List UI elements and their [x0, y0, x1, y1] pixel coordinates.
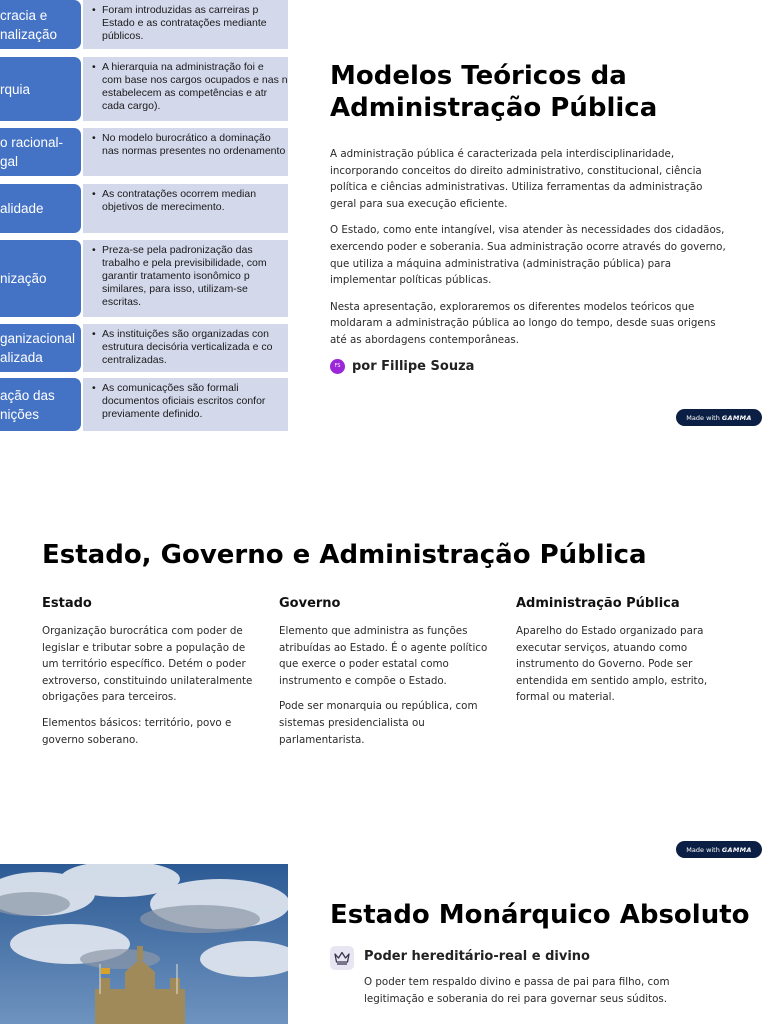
- palace-photo: [0, 864, 288, 1024]
- author-line: [330, 359, 730, 374]
- figure-row-text: • As instituições são organizadas con estrutura decisória verticalizada e co centralizadas.: [83, 324, 288, 372]
- slide1-content: [330, 60, 730, 374]
- feature-title: Poder hereditário-real e divino: [364, 949, 590, 964]
- figure-row-label: ganizacional alizada: [0, 324, 81, 372]
- figure-row-label: alidade: [0, 184, 81, 233]
- figure-row-label: ação das nições: [0, 378, 81, 431]
- figure-row-text: • No modelo burocrático a dominação nas normas presentes no ordenamento: [83, 128, 288, 176]
- column-paragraph: Pode ser monarquia ou república, com sistemas presidencialista ou parlamentarista.: [279, 700, 478, 746]
- slide-estado-monarquico: [0, 864, 768, 1024]
- palace-photo-illustration: [0, 864, 288, 1024]
- column-estado: [42, 596, 262, 757]
- figure-row-label: rquia: [0, 57, 81, 121]
- figure-row: [0, 0, 288, 49]
- figure-row-text: • As comunicações são formali documentos oficiais escritos confor previamente definido.: [83, 378, 288, 431]
- column-governo: [279, 596, 499, 757]
- badge-prefix: Made with: [686, 845, 720, 854]
- column-paragraph: Elementos básicos: território, povo e governo soberano.: [42, 716, 232, 746]
- figure-row: [0, 378, 288, 431]
- column-administracao-publica: [516, 596, 736, 715]
- column-paragraph: Elemento que administra as funções atribuídas ao Estado. É o agente político que exerce o poder estatal como instrumento e compõe o Estado.: [279, 625, 488, 687]
- figure-row-text: • Preza-se pela padronização das trabalho e pela previsibilidade, com garantir tratamento isonômico p similares, para isso, utilizam-se escritas.: [83, 240, 288, 317]
- crown-icon: [330, 946, 354, 970]
- figure-row: [0, 184, 288, 233]
- figure-row-label: o racional- gal: [0, 128, 81, 176]
- figure-row: [0, 57, 288, 121]
- page-title: Modelos Teóricos da Administração Pública: [330, 61, 658, 123]
- column-heading: Administração Pública: [516, 596, 680, 611]
- column-heading: Estado: [42, 596, 92, 611]
- bureaucracy-characteristics-figure: [0, 0, 288, 432]
- figure-row: [0, 324, 288, 372]
- intro-paragraph: A administração pública é caracterizada pela interdisciplinaridade, incorporando conceitos do direito administrativo, constitucional, ciência política e ciências administrativas. Utiliza ferramentas da administração geral para sua execução eficiente.: [330, 148, 703, 210]
- figure-row-label: cracia e nalização: [0, 0, 81, 49]
- intro-paragraph: Nesta apresentação, exploraremos os diferentes modelos teóricos que moldaram a administração pública ao longo do tempo, desde suas origens até as abordagens contemporâneas.: [330, 300, 716, 346]
- column-paragraph: Aparelho do Estado organizado para executar serviços, atuando como instrumento do Governo. Pode ser entendida em sentido amplo, estrito, formal ou material.: [516, 625, 708, 704]
- figure-row-text: • As contratações ocorrem median objetivos de merecimento.: [83, 184, 288, 233]
- column-paragraph: Organização burocrática com poder de legislar e tributar sobre a população de um território específico. Detém o poder extroverso, constituindo unilateralmente obrigações para terceiros.: [42, 625, 253, 704]
- figure-row-label: nização: [0, 240, 81, 317]
- badge-prefix: Made with: [686, 413, 720, 422]
- made-with-gamma-badge[interactable]: [676, 841, 762, 858]
- figure-row: [0, 240, 288, 317]
- author-name[interactable]: por Fillipe Souza: [352, 358, 475, 374]
- section-title: Estado Monárquico Absoluto: [330, 900, 750, 930]
- intro-paragraph: O Estado, como ente intangível, visa atender às necessidades dos cidadãos, exercendo poder e soberania. Sua administração ocorre através do governo, que utiliza a máquina administrativa (administração pública) para implementar políticas públicas.: [330, 224, 726, 287]
- figure-row-text: • A hierarquia na administração foi e com base nos cargos ocupados e nas n estabelecem as competências e atr cada cargo).: [83, 57, 288, 121]
- gamma-logo-text: GAMMA: [721, 845, 752, 854]
- column-heading: Governo: [279, 596, 341, 611]
- avatar: FS: [330, 359, 345, 374]
- slide-estado-governo: [0, 488, 768, 868]
- gamma-logo-text: GAMMA: [721, 413, 752, 422]
- feature-description: O poder tem respaldo divino e passa de pai para filho, com legitimação e soberania do rei para governar seus súditos.: [364, 976, 670, 1005]
- made-with-gamma-badge[interactable]: [676, 409, 762, 426]
- figure-row: [0, 128, 288, 176]
- figure-row-text: • Foram introduzidas as carreiras p Estado e as contratações mediante públicos.: [83, 0, 288, 49]
- slide-modelos-teoricos: [0, 0, 768, 432]
- section-title: Estado, Governo e Administração Pública: [42, 540, 647, 570]
